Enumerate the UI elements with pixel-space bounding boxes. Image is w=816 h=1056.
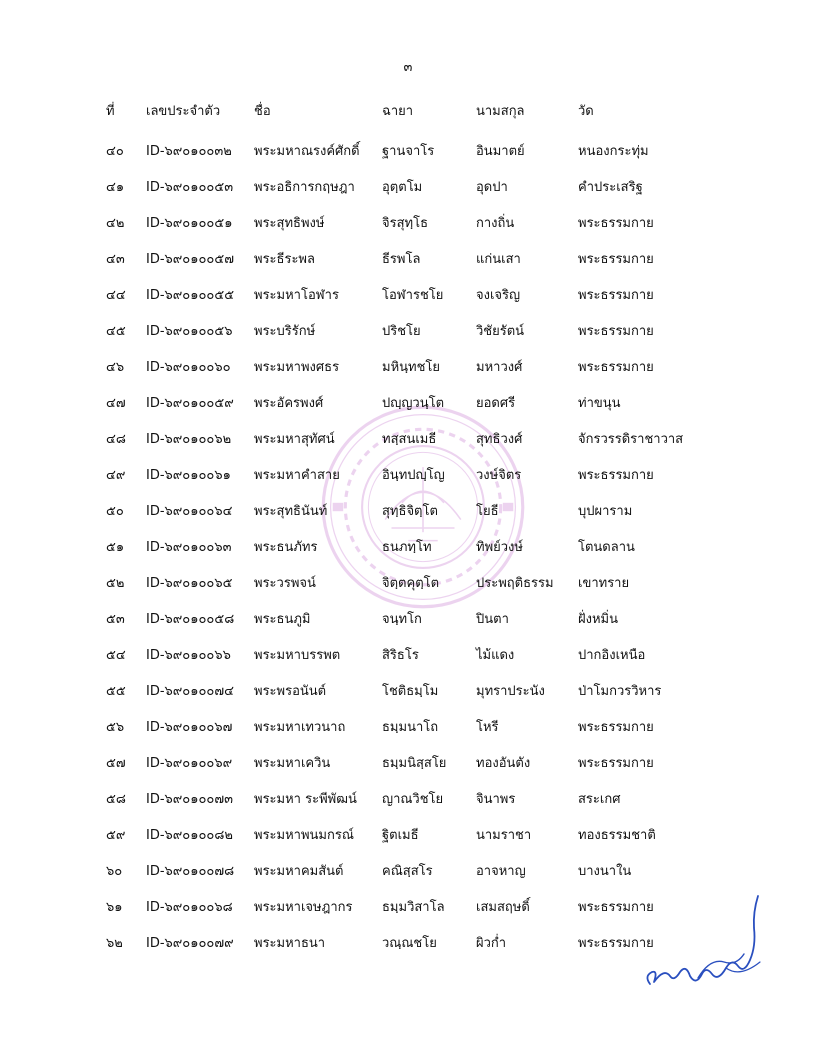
row-temple: จักรวรรดิราชาวาส	[578, 432, 684, 447]
table-row	[0, 464, 816, 488]
row-temple: พระธรรมกาย	[578, 756, 654, 771]
row-surname: อินมาตย์	[476, 144, 525, 159]
row-id: ID-๖๙๐๑๐๐๖๖	[146, 648, 231, 663]
row-ordination: ธมฺมนาโถ	[382, 720, 439, 735]
roster-header	[0, 100, 816, 124]
row-ordination: คณิสฺสโร	[382, 864, 433, 879]
row-temple: หนองกระทุ่ม	[578, 144, 649, 159]
header-ordination: ฉายา	[382, 104, 414, 119]
row-name: พระอธิการกฤษฎา	[254, 180, 355, 195]
row-number: ๕๓	[106, 612, 125, 627]
row-ordination: จิรสุทฺโธ	[382, 216, 429, 231]
row-ordination: ญาณวิชโย	[382, 792, 444, 807]
row-number: ๕๔	[106, 648, 126, 663]
row-name: พระมหาณรงค์ศักดิ์	[254, 144, 360, 159]
row-temple: ท่าขนุน	[578, 396, 621, 411]
table-row	[0, 140, 816, 164]
row-name: พระมหาเควิน	[254, 756, 331, 771]
row-name: พระพรอนันต์	[254, 684, 327, 699]
row-ordination: วณฺณชโย	[382, 936, 437, 951]
row-name: พระธีระพล	[254, 252, 315, 267]
table-row	[0, 284, 816, 308]
row-id: ID-๖๙๐๑๐๐๖๙	[146, 756, 233, 771]
row-temple: ป่าโมกวรวิหาร	[578, 684, 662, 699]
row-id: ID-๖๙๐๑๐๐๗๓	[146, 792, 234, 807]
row-number: ๔๑	[106, 180, 125, 195]
row-name: พระอัครพงศ์	[254, 396, 324, 411]
row-ordination: โชติธมฺโม	[382, 684, 439, 699]
row-name: พระมหาเทวนาถ	[254, 720, 346, 735]
row-name: พระธนภัทร	[254, 540, 318, 555]
table-row	[0, 320, 816, 344]
row-surname: ไม้แดง	[476, 648, 515, 663]
row-id: ID-๖๙๐๑๐๐๖๘	[146, 900, 233, 915]
table-row	[0, 500, 816, 524]
row-surname: ยอดศรี	[476, 396, 516, 411]
row-ordination: อุตฺตโม	[382, 180, 423, 195]
row-id: ID-๖๙๐๑๐๐๗๙	[146, 936, 234, 951]
row-temple: ฝั่งหมิ่น	[578, 612, 618, 627]
row-surname: มหาวงศ์	[476, 360, 523, 375]
row-number: ๔๕	[106, 324, 126, 339]
row-number: ๕๙	[106, 828, 126, 843]
row-number: ๕๗	[106, 756, 126, 771]
row-surname: โหรี	[476, 720, 499, 735]
row-temple: พระธรรมกาย	[578, 936, 654, 951]
table-row	[0, 212, 816, 236]
row-temple: พระธรรมกาย	[578, 720, 654, 735]
row-id: ID-๖๙๐๑๐๐๕๕	[146, 288, 235, 303]
table-row	[0, 392, 816, 416]
row-id: ID-๖๙๐๑๐๐๕๑	[146, 216, 233, 231]
table-row	[0, 356, 816, 380]
header-temple: วัด	[578, 104, 594, 119]
row-id: ID-๖๙๐๑๐๐๓๒	[146, 144, 232, 159]
row-id: ID-๖๙๐๑๐๐๖๕	[146, 576, 233, 591]
row-id: ID-๖๙๐๑๐๐๕๖	[146, 324, 233, 339]
row-ordination: จนฺทโก	[382, 612, 422, 627]
row-name: พระสุทธิพงษ์	[254, 216, 325, 231]
row-temple: พระธรรมกาย	[578, 288, 654, 303]
row-name: พระสุทธินันท์	[254, 504, 328, 519]
row-number: ๔๘	[106, 432, 126, 447]
row-id: ID-๖๙๐๑๐๐๕๘	[146, 612, 235, 627]
table-row	[0, 248, 816, 272]
table-row	[0, 752, 816, 776]
row-temple: คำประเสริฐ	[578, 180, 643, 195]
row-number: ๔๗	[106, 396, 126, 411]
row-surname: ประพฤติธรรม	[476, 576, 554, 591]
row-number: ๕๕	[106, 684, 126, 699]
row-ordination: ฐานจาโร	[382, 144, 435, 159]
row-id: ID-๖๙๐๑๐๐๗๘	[146, 864, 235, 879]
row-name: พระมหาพงศธร	[254, 360, 340, 375]
row-number: ๕๑	[106, 540, 125, 555]
row-surname: สุทธิวงศ์	[476, 432, 523, 447]
page-number: ๓	[403, 60, 413, 75]
row-number: ๔๙	[106, 468, 126, 483]
row-id: ID-๖๙๐๑๐๐๖๓	[146, 540, 232, 555]
row-surname: ผิวก่ำ	[476, 936, 507, 951]
row-number: ๖๐	[106, 864, 123, 879]
row-surname: อาจหาญ	[476, 864, 526, 879]
row-ordination: โอฬารชโย	[382, 288, 444, 303]
row-id: ID-๖๙๐๑๐๐๖๐	[146, 360, 231, 375]
row-temple: ทองธรรมชาติ	[578, 828, 656, 843]
row-id: ID-๖๙๐๑๐๐๘๒	[146, 828, 233, 843]
row-ordination: สิริธโร	[382, 648, 419, 663]
table-row	[0, 536, 816, 560]
row-ordination: มหินฺทชโย	[382, 360, 441, 375]
row-id: ID-๖๙๐๑๐๐๖๗	[146, 720, 233, 735]
table-row	[0, 176, 816, 200]
row-name: พระมหาพนมกรณ์	[254, 828, 354, 843]
row-id: ID-๖๙๐๑๐๐๕๙	[146, 396, 234, 411]
table-row	[0, 428, 816, 452]
row-name: พระมหาบรรพต	[254, 648, 341, 663]
row-id: ID-๖๙๐๑๐๐๖๒	[146, 432, 232, 447]
row-name: พระมหาคมสันต์	[254, 864, 344, 879]
row-temple: พระธรรมกาย	[578, 900, 654, 915]
row-name: พระมหาโอฬาร	[254, 288, 339, 303]
row-id: ID-๖๙๐๑๐๐๖๑	[146, 468, 231, 483]
row-number: ๕๘	[106, 792, 126, 807]
row-name: พระมหาธนา	[254, 936, 326, 951]
row-temple: พระธรรมกาย	[578, 360, 654, 375]
row-temple: ปากอิงเหนือ	[578, 648, 646, 663]
row-surname: นามราชา	[476, 828, 532, 843]
row-surname: ปินตา	[476, 612, 509, 627]
table-row	[0, 572, 816, 596]
row-ordination: ปญฺญวนฺโต	[382, 396, 445, 411]
header-name: ชื่อ	[254, 104, 271, 119]
row-ordination: ธมฺมนิสฺสโย	[382, 756, 447, 771]
row-name: พระมหาสุทัศน์	[254, 432, 335, 447]
table-row	[0, 644, 816, 668]
row-surname: จงเจริญ	[476, 288, 521, 303]
row-number: ๕๐	[106, 504, 124, 519]
row-name: พระมหาเจษฎากร	[254, 900, 353, 915]
row-ordination: อินฺทปญฺโญ	[382, 468, 445, 483]
row-number: ๔๖	[106, 360, 125, 375]
row-temple: บางนาใน	[578, 864, 632, 879]
row-ordination: ธนภทฺโท	[382, 540, 432, 555]
row-id: ID-๖๙๐๑๐๐๗๔	[146, 684, 234, 699]
row-surname: มุทราประนัง	[476, 684, 545, 699]
row-number: ๔๓	[106, 252, 125, 267]
row-ordination: ธมฺมวิสาโล	[382, 900, 445, 915]
row-number: ๕๖	[106, 720, 125, 735]
row-surname: จินาพร	[476, 792, 516, 807]
row-ordination: ธีรพโล	[382, 252, 421, 267]
row-number: ๔๐	[106, 144, 124, 159]
row-number: ๔๔	[106, 288, 126, 303]
row-temple: โตนดลาน	[578, 540, 635, 555]
row-surname: กางถิ่น	[476, 216, 515, 231]
row-surname: ทองอันตัง	[476, 756, 531, 771]
row-surname: โยธี	[476, 504, 499, 519]
row-temple: บุปผาราม	[578, 504, 633, 519]
row-name: พระวรพจน์	[254, 576, 316, 591]
row-temple: พระธรรมกาย	[578, 324, 654, 339]
row-name: พระบริรักษ์	[254, 324, 316, 339]
row-ordination: จิตฺตคุตฺโต	[382, 576, 440, 591]
table-row	[0, 716, 816, 740]
row-surname: วงษ์จิตร	[476, 468, 522, 483]
row-id: ID-๖๙๐๑๐๐๕๗	[146, 252, 234, 267]
row-surname: วิชัยรัตน์	[476, 324, 525, 339]
header-surname: นามสกุล	[476, 104, 525, 119]
row-number: ๕๒	[106, 576, 125, 591]
row-ordination: ทสฺสนเมธี	[382, 432, 437, 447]
row-surname: แก่นเสา	[476, 252, 521, 267]
table-row	[0, 788, 816, 812]
row-temple: พระธรรมกาย	[578, 252, 654, 267]
row-temple: พระธรรมกาย	[578, 468, 654, 483]
row-ordination: ปริชโย	[382, 324, 421, 339]
signature-icon	[640, 888, 770, 998]
row-name: พระมหาคำสาย	[254, 468, 340, 483]
row-number: ๖๒	[106, 936, 123, 951]
row-ordination: สุทฺธิจิตฺโต	[382, 504, 438, 519]
row-name: พระมหา ระพีพัฒน์	[254, 792, 357, 807]
row-temple: เขาทราย	[578, 576, 630, 591]
row-id: ID-๖๙๐๑๐๐๖๔	[146, 504, 233, 519]
row-temple: พระธรรมกาย	[578, 216, 654, 231]
row-id: ID-๖๙๐๑๐๐๕๓	[146, 180, 234, 195]
table-row	[0, 824, 816, 848]
header-id: เลขประจำตัว	[146, 104, 221, 119]
row-surname: ทิพย์วงษ์	[476, 540, 523, 555]
row-temple: สระเกศ	[578, 792, 621, 807]
row-surname: อุดปา	[476, 180, 508, 195]
table-row	[0, 608, 816, 632]
header-no: ที่	[106, 104, 115, 119]
row-number: ๖๑	[106, 900, 123, 915]
table-row	[0, 680, 816, 704]
row-name: พระธนภูมิ	[254, 612, 311, 627]
row-number: ๔๒	[106, 216, 125, 231]
row-surname: เสมสฤษดิ์	[476, 900, 530, 915]
table-row	[0, 860, 816, 884]
row-ordination: ฐิตเมธี	[382, 828, 419, 843]
